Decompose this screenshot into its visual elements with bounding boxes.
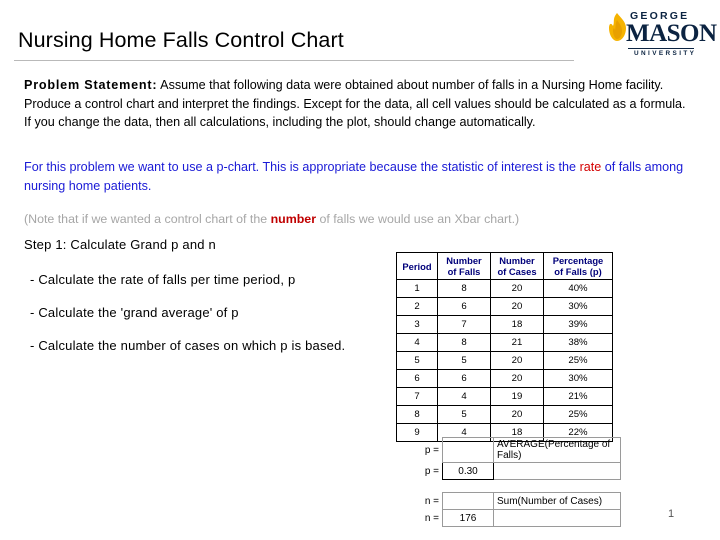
column-header-falls-line1: Number — [446, 255, 482, 266]
n-value-cell: 176 — [443, 510, 494, 527]
cell-percentage: 21% — [544, 388, 613, 406]
formula-spacer-row — [396, 480, 621, 493]
column-header-pct-line2: of Falls (p) — [554, 266, 602, 277]
pchart-note — [24, 158, 684, 195]
n-formula-text: Sum(Number of Cases) — [494, 493, 621, 510]
table-row — [397, 370, 613, 388]
table-row — [397, 352, 613, 370]
logo-divider — [628, 48, 694, 49]
cell-cases: 18 — [491, 424, 544, 442]
gmu-logo — [604, 10, 717, 66]
column-header-period-line1: Period — [402, 260, 432, 272]
p-formula-label: p = — [424, 444, 439, 456]
column-header-number-of-falls — [438, 253, 491, 280]
p-formula-cell — [443, 438, 494, 463]
n-value-label: n = — [424, 512, 439, 524]
table-row — [397, 388, 613, 406]
p-value-cell: 0.30 — [443, 463, 494, 480]
cell-percentage: 38% — [544, 334, 613, 352]
cell-cases: 20 — [491, 406, 544, 424]
xbar-note — [24, 210, 684, 228]
cell-percentage: 40% — [544, 280, 613, 298]
cell-period: 7 — [397, 388, 438, 406]
cell-period: 3 — [397, 316, 438, 334]
cell-percentage: 30% — [544, 370, 613, 388]
cell-percentage: 22% — [544, 424, 613, 442]
formula-spacer-cell-3 — [494, 480, 621, 493]
problem-statement — [24, 76, 686, 132]
cell-falls: 5 — [438, 406, 491, 424]
logo-text-mason: MASON — [626, 20, 717, 47]
cell-period: 9 — [397, 424, 438, 442]
page-title: Nursing Home Falls Control Chart — [18, 28, 344, 52]
step1-bullet-3: - Calculate the number of cases on which p is based. — [30, 338, 346, 353]
table-row — [397, 280, 613, 298]
cell-period: 6 — [397, 370, 438, 388]
pchart-note-highlight: rate — [579, 160, 602, 174]
table-header-row — [397, 253, 613, 280]
table-row — [397, 298, 613, 316]
flame-icon — [606, 12, 628, 42]
step1-bullet-2: - Calculate the 'grand average' of p — [30, 305, 239, 320]
cell-cases: 20 — [491, 280, 544, 298]
cell-falls: 4 — [438, 424, 491, 442]
cell-cases: 19 — [491, 388, 544, 406]
n-formula-cell — [443, 493, 494, 510]
cell-period: 8 — [397, 406, 438, 424]
cell-period: 2 — [397, 298, 438, 316]
column-header-cases-line1: Number — [499, 255, 535, 266]
p-formula-row — [396, 438, 621, 463]
cell-percentage: 39% — [544, 316, 613, 334]
step1-bullet-1: - Calculate the rate of falls per time period, p — [30, 272, 296, 287]
cell-falls: 7 — [438, 316, 491, 334]
cell-percentage: 25% — [544, 406, 613, 424]
cell-falls: 6 — [438, 298, 491, 316]
falls-data-table — [396, 252, 613, 442]
cell-cases: 21 — [491, 334, 544, 352]
logo-text-george: GEORGE — [630, 10, 690, 22]
page-number: 1 — [668, 508, 675, 520]
cell-period: 1 — [397, 280, 438, 298]
title-divider — [14, 60, 574, 61]
logo-text-university: UNIVERSITY — [634, 50, 697, 57]
cell-period: 5 — [397, 352, 438, 370]
problem-statement-text: Assume that following data were obtained about number of falls in a Nursing Home facility. Produce a control chart and interpret the findings. Except for the data, all cell values should be calculated as a formula. If you change the data, then all calculations, including the plot, should change automatically. — [24, 78, 686, 129]
n-value-spacer — [494, 510, 621, 527]
n-formula-label: n = — [424, 495, 439, 507]
cell-falls: 8 — [438, 334, 491, 352]
summary-formula-table — [396, 437, 621, 527]
column-header-number-of-cases — [491, 253, 544, 280]
cell-cases: 20 — [491, 298, 544, 316]
p-value-row — [396, 463, 621, 480]
cell-percentage: 25% — [544, 352, 613, 370]
cell-cases: 18 — [491, 316, 544, 334]
table-row — [397, 406, 613, 424]
formula-spacer-cell-2 — [443, 480, 494, 493]
table-row — [397, 316, 613, 334]
xbar-note-part1: (Note that if we wanted a control chart of the — [24, 212, 271, 226]
cell-percentage: 30% — [544, 298, 613, 316]
column-header-cases-line2: of Cases — [497, 266, 537, 277]
xbar-note-highlight: number — [270, 212, 317, 226]
n-formula-row — [396, 493, 621, 510]
column-header-period — [397, 253, 438, 280]
cell-falls: 4 — [438, 388, 491, 406]
column-header-pct-line1: Percentage — [552, 255, 604, 266]
step1-heading: Step 1: Calculate Grand p and n — [24, 237, 216, 252]
n-value-row — [396, 510, 621, 527]
table-row — [397, 334, 613, 352]
xbar-note-part2: of falls we would use an Xbar chart.) — [316, 212, 520, 226]
cell-falls: 6 — [438, 370, 491, 388]
formula-spacer-cell-1 — [396, 480, 443, 493]
cell-falls: 5 — [438, 352, 491, 370]
cell-cases: 20 — [491, 352, 544, 370]
problem-statement-label: Problem Statement: — [24, 78, 158, 92]
p-value-label: p = — [424, 465, 439, 477]
pchart-note-part2: of falls among nursing home patients. — [24, 160, 684, 193]
cell-falls: 8 — [438, 280, 491, 298]
p-formula-text: AVERAGE(Percentage of Falls) — [494, 438, 621, 463]
pchart-note-part1: For this problem we want to use a p-chart. This is appropriate because the statistic of interest is the — [24, 160, 580, 174]
column-header-falls-line2: of Falls — [447, 266, 481, 277]
cell-cases: 20 — [491, 370, 544, 388]
cell-period: 4 — [397, 334, 438, 352]
column-header-percentage-of-falls — [544, 253, 613, 280]
p-value-spacer — [494, 463, 621, 480]
